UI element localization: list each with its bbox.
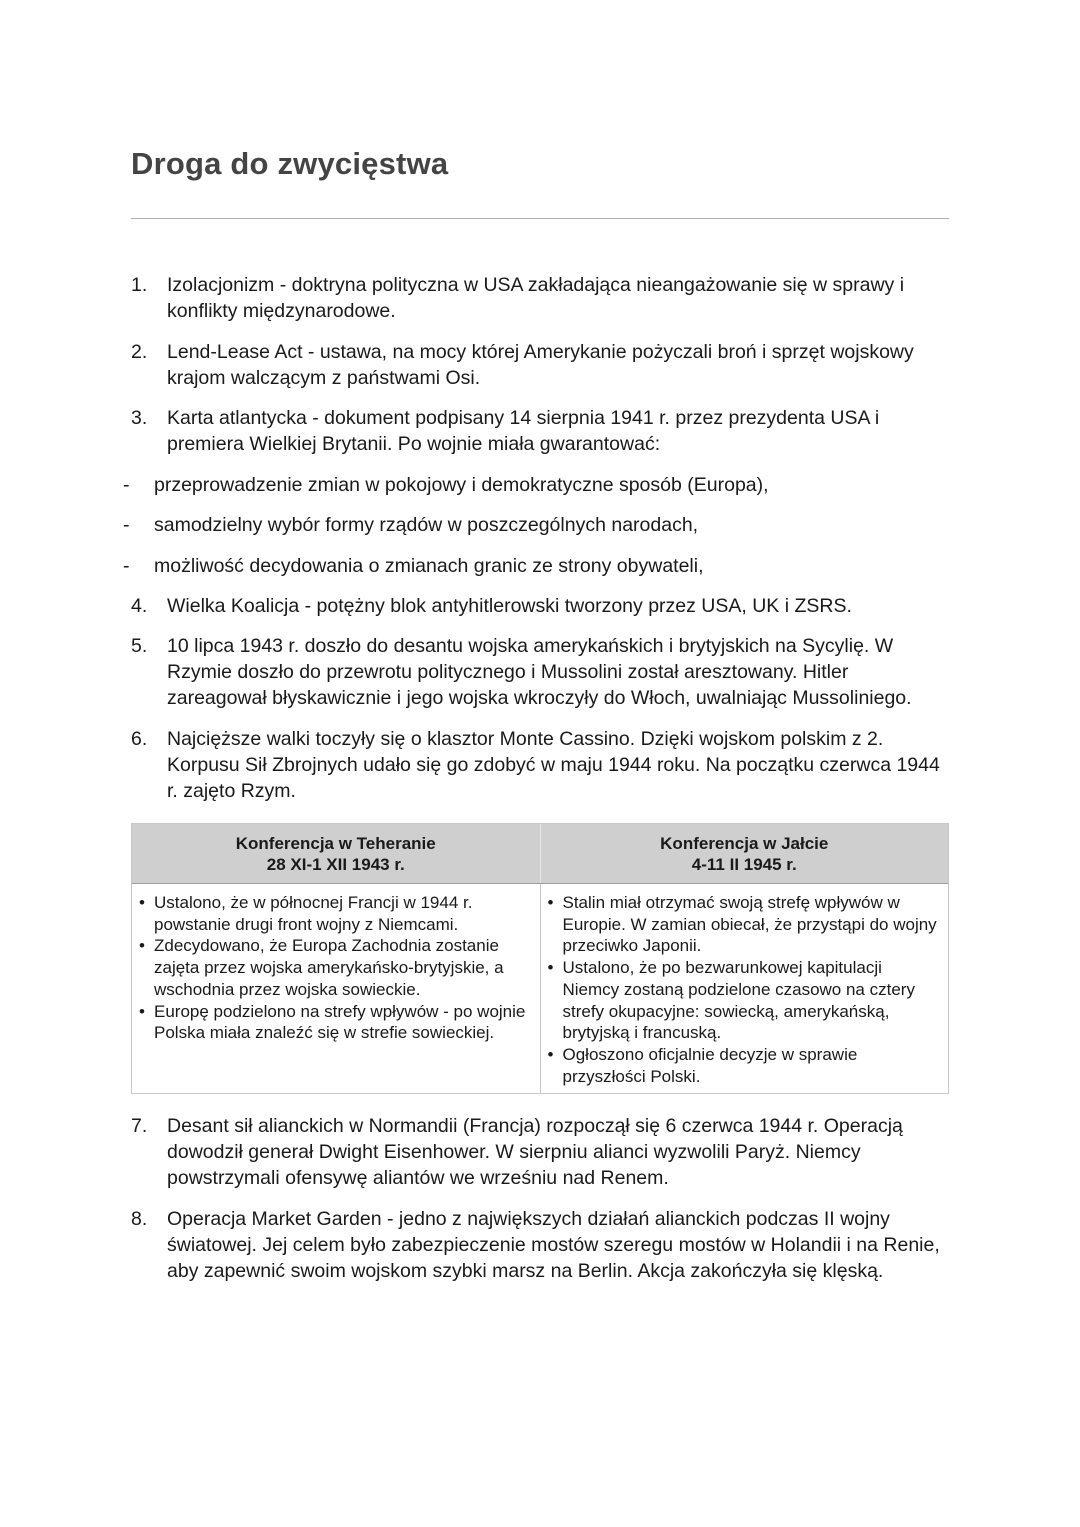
dash-item-text: możliwość decydowania o zmianach granic ze strony obywateli, xyxy=(154,555,704,577)
dash-marker: - xyxy=(123,474,130,496)
list-item-5 xyxy=(131,633,949,711)
list-item-1 xyxy=(131,272,949,324)
list-item-number: 4. xyxy=(131,595,148,617)
bullet-text: Ustalono, że po bezwarunkowej kapitulacji Niemcy zostaną podzielone czasowo na cztery strefy okupacyjne: sowiecką, amerykańską, brytyjską i francuską. xyxy=(562,958,915,1043)
list-item-text: Najcięższe walki toczyły się o klasztor Monte Cassino. Dzięki wojskom polskim z 2. Korpusu Sił Zbrojnych udało się go zdobyć w maju 1944 roku. Na początku czerwca 1944 r. zajęto Rzym. xyxy=(167,728,940,802)
yalta-bullet xyxy=(547,892,939,957)
list-item-number: 6. xyxy=(131,728,148,750)
list-item-text: Izolacjonizm - doktryna polityczna w USA zakładająca nieangażowanie się w sprawy i konflikty międzynarodowe. xyxy=(167,274,905,322)
bullet-text: Europę podzielono na strefy wpływów - po wojnie Polska miała znaleźć się w strefie sowieckiej. xyxy=(154,1001,526,1043)
dash-marker: - xyxy=(123,514,130,536)
yalta-date: 4-11 II 1945 r. xyxy=(691,855,797,874)
tehran-bullets xyxy=(138,892,530,1044)
tehran-date: 28 XI-1 XII 1943 r. xyxy=(266,855,405,874)
tehran-cell xyxy=(132,884,541,1093)
list-item-text: Lend-Lease Act - ustawa, na mocy której Amerykanie pożyczali broń i sprzęt wojskowy krajom walczącym z państwami Osi. xyxy=(167,341,914,389)
yalta-bullet xyxy=(547,1044,939,1087)
tehran-bullet xyxy=(138,892,530,935)
dash-item-text: samodzielny wybór formy rządów w poszczególnych narodach, xyxy=(154,514,699,536)
list-item-text: 10 lipca 1943 r. doszło do desantu wojska amerykańskich i brytyjskich na Sycylię. W Rzymie doszło do przewrotu politycznego i Mussolini został aresztowany. Hitler zareagował błyskawicznie i jego wojska wkroczyły do Włoch, uwalniając Mussoliniego. xyxy=(167,635,912,709)
yalta-title: Konferencja w Jałcie xyxy=(660,834,829,853)
bullet-text: Ogłoszono oficjalnie decyzje w sprawie przyszłości Polski. xyxy=(562,1044,858,1086)
dash-marker: - xyxy=(123,555,130,577)
list-item-4 xyxy=(131,593,949,619)
list-item-text: Desant sił alianckich w Normandii (Francja) rozpoczął się 6 czerwca 1944 r. Operacją dowodził generał Dwight Eisenhower. W sierpniu alianci wyzwolili Paryż. Niemcy powstrzymali ofensywę aliantów we wrześniu nad Renem. xyxy=(167,1115,903,1189)
list-item-2 xyxy=(131,339,949,391)
conference-table-header xyxy=(132,824,948,884)
tehran-bullet xyxy=(138,935,530,1000)
list-item-number: 5. xyxy=(131,635,148,657)
yalta-cell xyxy=(541,884,949,1093)
tehran-header xyxy=(132,824,541,883)
list-item-text: Operacja Market Garden - jedno z największych działań alianckich podczas II wojny światowej. Jej celem było zabezpieczenie mostów szeregu mostów w Holandii i na Renie, aby zapewnić swoim wojskom szybki marsz na Berlin. Akcja zakończyła się klęską. xyxy=(167,1208,940,1282)
conference-table-body xyxy=(132,884,948,1093)
bullet-marker: • xyxy=(139,936,145,956)
list-item-number: 2. xyxy=(131,341,148,363)
list-item-8 xyxy=(131,1206,949,1284)
yalta-bullet xyxy=(547,957,939,1044)
conference-table xyxy=(131,823,949,1094)
list-item-text: Wielka Koalicja - potężny blok antyhitlerowski tworzony przez USA, UK i ZSRS. xyxy=(167,595,852,617)
bullet-text: Ustalono, że w północnej Francji w 1944 r. powstanie drugi front wojny z Niemcami. xyxy=(154,893,473,934)
bullet-marker: • xyxy=(139,893,145,912)
tehran-title: Konferencja w Teheranie xyxy=(235,834,436,853)
list-item-number: 1. xyxy=(131,274,148,296)
list-item-text: Karta atlantycka - dokument podpisany 14 sierpnia 1941 r. przez prezydenta USA i premiera Wielkiej Brytanii. Po wojnie miała gwarantować: xyxy=(167,407,880,455)
bullet-text: Stalin miał otrzymać swoją strefę wpływów w Europie. W zamian obiecał, że przystąpi do wojny przeciwko Japonii. xyxy=(562,893,937,956)
page-title: Droga do zwycięstwa xyxy=(131,146,449,181)
dash-item-1 xyxy=(123,472,943,498)
list-item-number: 7. xyxy=(131,1115,148,1137)
yalta-bullets xyxy=(547,892,939,1087)
bullet-marker: • xyxy=(547,893,554,912)
yalta-header xyxy=(541,824,949,883)
title-divider xyxy=(131,218,949,219)
list-item-number: 8. xyxy=(131,1208,148,1230)
list-item-number: 3. xyxy=(131,407,148,429)
list-item-3 xyxy=(131,405,949,457)
dash-item-2 xyxy=(123,512,943,538)
list-item-7 xyxy=(131,1113,949,1191)
bullet-marker: • xyxy=(547,1044,554,1064)
list-item-6 xyxy=(131,726,949,804)
bullet-marker: • xyxy=(139,1001,145,1021)
bullet-text: Zdecydowano, że Europa Zachodnia zostanie zajęta przez wojska amerykańsko-brytyjskie, a wschodnia przez wojska sowieckie. xyxy=(154,936,504,999)
dash-item-text: przeprowadzenie zmian w pokojowy i demokratyczne sposób (Europa), xyxy=(154,474,769,496)
tehran-bullet xyxy=(138,1001,530,1044)
bullet-marker: • xyxy=(547,958,554,978)
dash-item-3 xyxy=(123,553,943,579)
